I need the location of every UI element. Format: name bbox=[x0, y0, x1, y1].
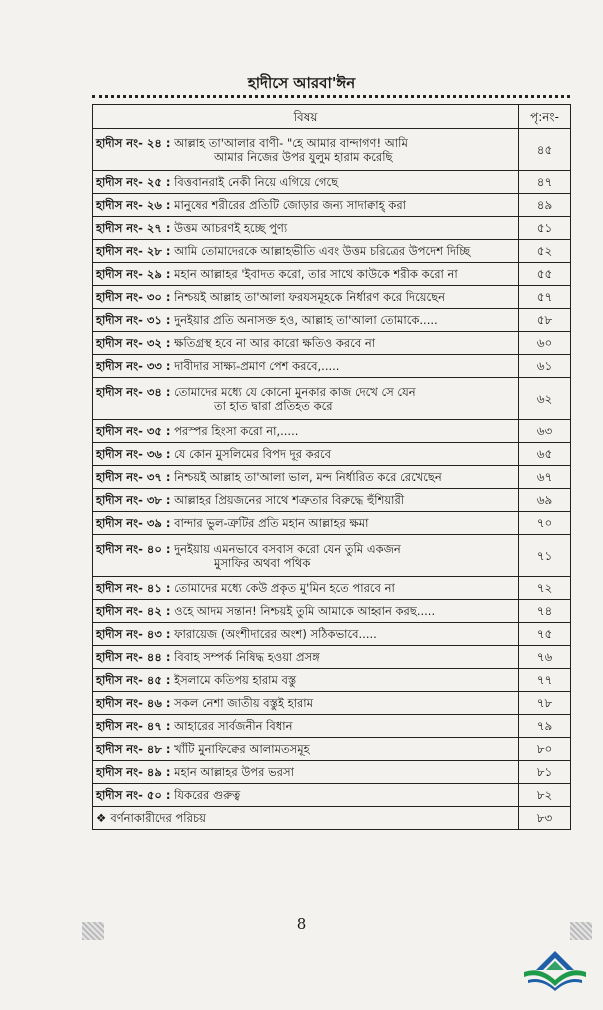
table-row bbox=[93, 489, 571, 512]
subject-cell bbox=[93, 577, 519, 600]
table-header-row bbox=[93, 105, 571, 129]
page-cell: ৬২ bbox=[519, 378, 571, 420]
subject-cell bbox=[93, 512, 519, 535]
table-row bbox=[93, 600, 571, 623]
hadith-title: ক্ষতিগ্রস্থ হবে না আর কারো ক্ষতিও করবে না bbox=[174, 336, 376, 350]
hadith-number: হাদীস নং- ৪৭ : bbox=[96, 719, 171, 733]
hadith-title: দুনইয়ায় এমনভাবে বসবাস করো যেন তুমি একজন bbox=[174, 541, 401, 556]
page-cell: ৫২ bbox=[519, 240, 571, 263]
publisher-logo-icon bbox=[518, 948, 592, 992]
table-row bbox=[93, 738, 571, 761]
subject-cell bbox=[93, 240, 519, 263]
page-cell: ৪৯ bbox=[519, 194, 571, 217]
hadith-title: নিশ্চয়ই আল্লাহ তা'আলা ফরযসমূহকে নির্ধারণ করে দিয়েছেন bbox=[174, 290, 445, 304]
page-cell: ৬৭ bbox=[519, 466, 571, 489]
subject-cell bbox=[93, 738, 519, 761]
hadith-title: তোমাদের মধ্যে কেউ প্রকৃত মু'মিন হতে পারবে না bbox=[174, 581, 395, 595]
page-cell: ৪৫ bbox=[519, 129, 571, 171]
page-number: 8 bbox=[296, 915, 307, 933]
subject-cell bbox=[93, 263, 519, 286]
page-cell: ৮০ bbox=[519, 738, 571, 761]
hadith-number: হাদীস নং- ৪৬ : bbox=[96, 696, 171, 710]
hadith-title-continued: আমার নিজের উপর যুলুম হারাম করেছি bbox=[214, 149, 393, 164]
table-row bbox=[93, 355, 571, 378]
hadith-title-continued: তা হাত দ্বারা প্রতিহত করে bbox=[214, 398, 333, 413]
page-cell: ৫১ bbox=[519, 217, 571, 240]
table-row bbox=[93, 420, 571, 443]
subject-cell bbox=[93, 194, 519, 217]
hadith-title: মানুষের শরীরের প্রতিটি জোড়ার জন্য সাদাক্বাহ্ করা bbox=[174, 198, 406, 212]
scan-mark-left bbox=[82, 922, 104, 940]
table-row bbox=[93, 286, 571, 309]
page-title: হাদীসে আরবা'ঈন bbox=[247, 74, 356, 92]
subject-cell bbox=[93, 286, 519, 309]
subject-cell bbox=[93, 378, 519, 420]
hadith-number: হাদীস নং- ৩৬ : bbox=[96, 447, 171, 461]
page-cell: ৭৬ bbox=[519, 646, 571, 669]
hadith-title: যিকরের গুরুত্ব bbox=[174, 788, 241, 802]
hadith-number: হাদীস নং- ৩১ : bbox=[96, 313, 171, 327]
scan-mark-right bbox=[570, 922, 592, 940]
page-cell: ৬৩ bbox=[519, 420, 571, 443]
hadith-title: তোমাদের মধ্যে যে কোনো মুনকার কাজ দেখে সে যেন bbox=[174, 384, 416, 399]
table-row bbox=[93, 378, 571, 420]
hadith-number: হাদীস নং- ৪৩ : bbox=[96, 627, 171, 641]
hadith-number: হাদীস নং- ৪০ : bbox=[96, 541, 171, 556]
hadith-number: হাদীস নং- ৩২ : bbox=[96, 336, 171, 350]
hadith-number: হাদীস নং- ২৫ : bbox=[96, 175, 171, 189]
hadith-title: নিশ্চয়ই আল্লাহ তা'আলা ভাল, মন্দ নির্ধারিত করে রেখেছেন bbox=[174, 470, 442, 484]
page-cell: ৫৭ bbox=[519, 286, 571, 309]
page-cell: ৬৯ bbox=[519, 489, 571, 512]
page-cell: ৭৮ bbox=[519, 692, 571, 715]
subject-cell bbox=[93, 761, 519, 784]
subject-cell bbox=[93, 784, 519, 807]
table-row bbox=[93, 217, 571, 240]
hadith-title: দাবীদার সাক্ষ্য-প্রমাণ পেশ করবে,..... bbox=[174, 359, 340, 373]
table-row bbox=[93, 332, 571, 355]
hadith-title: ইসলামে কতিপয় হারাম বস্তু bbox=[174, 673, 297, 687]
page-cell: ৭৯ bbox=[519, 715, 571, 738]
subject-cell bbox=[93, 420, 519, 443]
hadith-title: খাঁটি মুনাফিক্বের আলামতসমূহ bbox=[174, 742, 310, 756]
subject-cell bbox=[93, 171, 519, 194]
subject-cell bbox=[93, 807, 519, 830]
table-row bbox=[93, 129, 571, 171]
hadith-number: হাদীস নং- ৪২ : bbox=[96, 604, 171, 618]
column-header-subject: বিষয় bbox=[93, 105, 519, 129]
table-row bbox=[93, 669, 571, 692]
page-cell: ৭৫ bbox=[519, 623, 571, 646]
hadith-title: দুনইয়ার প্রতি অনাসক্ত হও, আল্লাহ তা'আলা তোমাকে..... bbox=[174, 313, 438, 327]
hadith-title: বিত্তবানরাই নেকী নিয়ে এগিয়ে গেছে bbox=[174, 175, 339, 189]
table-row bbox=[93, 171, 571, 194]
hadith-number: হাদীস নং- ২৮ : bbox=[96, 244, 171, 258]
page-cell: ৮১ bbox=[519, 761, 571, 784]
table-row bbox=[93, 623, 571, 646]
hadith-number: হাদীস নং- ২৯ : bbox=[96, 267, 171, 281]
subject-cell bbox=[93, 129, 519, 171]
subject-cell bbox=[93, 600, 519, 623]
subject-cell bbox=[93, 443, 519, 466]
hadith-title: মহান আল্লাহর উপর ভরসা bbox=[174, 765, 294, 779]
page-cell: ৭২ bbox=[519, 577, 571, 600]
hadith-title: উত্তম আচরণই হচ্ছে পুণ্য bbox=[174, 221, 288, 235]
subject-cell bbox=[93, 489, 519, 512]
hadith-title: আমি তোমাদেরকে আল্লাহভীতি এবং উত্তম চরিত্রের উপদেশ দিচ্ছি bbox=[174, 244, 471, 258]
table-row bbox=[93, 784, 571, 807]
hadith-title: বিবাহ সম্পর্ক নিষিদ্ধ হওয়া প্রসঙ্গ bbox=[174, 650, 320, 664]
subject-cell bbox=[93, 715, 519, 738]
hadith-title: পরস্পর হিংসা করো না,..... bbox=[174, 424, 299, 438]
subject-cell bbox=[93, 332, 519, 355]
column-header-page: পৃ:নং- bbox=[519, 105, 571, 129]
hadith-title: সকল নেশা জাতীয় বস্তুই হারাম bbox=[174, 696, 314, 710]
page-cell: ৫৮ bbox=[519, 309, 571, 332]
hadith-title: ফারায়েজ (অংশীদারের অংশ) সঠিকভাবে..... bbox=[174, 627, 377, 641]
table-row bbox=[93, 443, 571, 466]
hadith-number: হাদীস নং- ৩৭ : bbox=[96, 470, 171, 484]
table-row bbox=[93, 692, 571, 715]
hadith-number: হাদীস নং- ৩০ : bbox=[96, 290, 171, 304]
page-cell: ৮৩ bbox=[519, 807, 571, 830]
hadith-number: হাদীস নং- ৩৪ : bbox=[96, 384, 171, 399]
page-cell: ৪৭ bbox=[519, 171, 571, 194]
hadith-number: হাদীস নং- ৪১ : bbox=[96, 581, 171, 595]
hadith-title: ওহে আদম সন্তান! নিশ্চয়ই তুমি আমাকে আহ্বান করছ..... bbox=[174, 604, 436, 618]
table-row bbox=[93, 194, 571, 217]
subject-cell bbox=[93, 623, 519, 646]
table-row-narrators bbox=[93, 807, 571, 830]
page-cell: ৭১ bbox=[519, 535, 571, 577]
hadith-number: হাদীস নং- ৫০ : bbox=[96, 788, 171, 802]
hadith-title: আহারের সার্বজনীন বিধান bbox=[174, 719, 293, 733]
table-row bbox=[93, 715, 571, 738]
subject-cell bbox=[93, 466, 519, 489]
page-cell: ৮২ bbox=[519, 784, 571, 807]
table-row bbox=[93, 309, 571, 332]
hadith-number: হাদীস নং- ২৬ : bbox=[96, 198, 171, 212]
table-row bbox=[93, 535, 571, 577]
subject-cell bbox=[93, 669, 519, 692]
page-cell: ৬১ bbox=[519, 355, 571, 378]
hadith-title: মহান আল্লাহর 'ইবাদত করো, তার সাথে কাউকে শরীক করো না bbox=[174, 267, 458, 281]
hadith-number: হাদীস নং- ৩৯ : bbox=[96, 516, 171, 530]
hadith-number: হাদীস নং- ২৭ : bbox=[96, 221, 171, 235]
table-row bbox=[93, 577, 571, 600]
table-row bbox=[93, 263, 571, 286]
hadith-number: হাদীস নং- ৩৩ : bbox=[96, 359, 171, 373]
table-row bbox=[93, 761, 571, 784]
hadith-number: হাদীস নং- ৪৫ : bbox=[96, 673, 171, 687]
contents-table bbox=[92, 104, 571, 830]
subject-cell bbox=[93, 309, 519, 332]
subject-cell bbox=[93, 535, 519, 577]
dotted-divider bbox=[92, 95, 570, 98]
page-cell: ৬০ bbox=[519, 332, 571, 355]
hadith-title: বান্দার ভুল-ত্রুটির প্রতি মহান আল্লাহর ক্ষমা bbox=[174, 516, 369, 530]
hadith-number: হাদীস নং- ৩৮ : bbox=[96, 493, 171, 507]
bullet-icon: ❖ bbox=[96, 811, 107, 825]
hadith-title: আল্লাহ তা'আলার বাণী- "হে আমার বান্দাগণ! আমি bbox=[174, 135, 408, 150]
page-cell: ৬৫ bbox=[519, 443, 571, 466]
table-row bbox=[93, 512, 571, 535]
table-row bbox=[93, 240, 571, 263]
page-cell: ৭০ bbox=[519, 512, 571, 535]
page-cell: ৭৪ bbox=[519, 600, 571, 623]
hadith-number: হাদীস নং- ২৪ : bbox=[96, 135, 171, 150]
hadith-number: হাদীস নং- ৪৪ : bbox=[96, 650, 171, 664]
table-row bbox=[93, 466, 571, 489]
hadith-title: আল্লাহর প্রিয়জনের সাথে শত্রুতার বিরুদ্ধে হুঁশিয়ারী bbox=[174, 493, 405, 507]
hadith-number: হাদীস নং- ৩৫ : bbox=[96, 424, 171, 438]
hadith-number: হাদীস নং- ৪৯ : bbox=[96, 765, 171, 779]
hadith-title-continued: মুসাফির অথবা পথিক bbox=[214, 555, 311, 570]
subject-cell bbox=[93, 355, 519, 378]
hadith-number: হাদীস নং- ৪৮ : bbox=[96, 742, 171, 756]
narrators-title: বর্ণনাকারীদের পরিচয় bbox=[110, 811, 206, 825]
page-cell: ৫৫ bbox=[519, 263, 571, 286]
subject-cell bbox=[93, 646, 519, 669]
subject-cell bbox=[93, 692, 519, 715]
subject-cell bbox=[93, 217, 519, 240]
hadith-title: যে কোন মুসলিমের বিপদ দূর করবে bbox=[174, 447, 332, 461]
table-row bbox=[93, 646, 571, 669]
page-cell: ৭৭ bbox=[519, 669, 571, 692]
